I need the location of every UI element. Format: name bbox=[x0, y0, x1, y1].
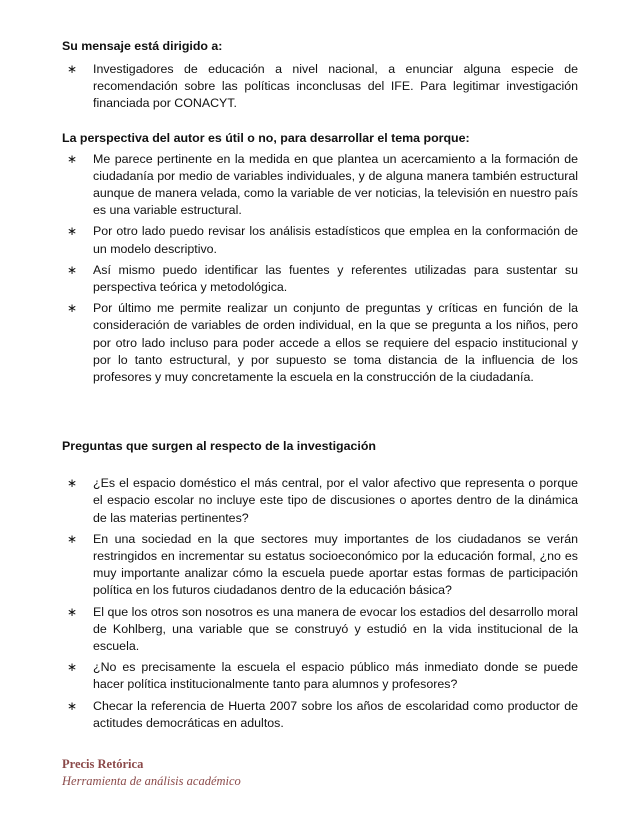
audience-list bbox=[62, 61, 578, 113]
list-item-text: Checar la referencia de Huerta 2007 sobre los años de escolaridad como productor de actitudes democráticas en adultos. bbox=[93, 698, 578, 730]
list-item-text: Por otro lado puedo revisar los análisis estadísticos que emplea en la conformación de un modelo descriptivo. bbox=[93, 224, 578, 256]
bullet-icon: ∗ bbox=[67, 698, 78, 713]
list-item-text: Por último me permite realizar un conjunto de preguntas y críticas en función de la consideración de variables de orden individual, en la que se pregunta a los niños, pero por otro lado incluso para poder accede a ellos se requiere del espacio institucional y por lo tanto estructural, y por supuesto se toma distancia de la influencia de los profesores y muy concretamente la escuela en la construcción de la ciudadanía. bbox=[93, 301, 578, 385]
bullet-icon: ∗ bbox=[67, 151, 78, 166]
list-item-text: ¿Es el espacio doméstico el más central, por el valor afectivo que representa o porque el espacio escolar no incluye este tipo de discusiones o aportes dentro de la dinámica de las materias pertinentes? bbox=[93, 476, 578, 525]
section-heading-questions: Preguntas que surgen al respecto de la investigación bbox=[62, 439, 376, 454]
list-item bbox=[62, 300, 578, 386]
bullet-icon: ∗ bbox=[67, 262, 78, 277]
list-item-text: En una sociedad en la que sectores muy importantes de los ciudadanos se verán restringidos en incrementar su estatus socioeconómico por la educación formal, ¿no es muy importante analizar cómo la escuela puede aportar estas formas de participación política en los futuros ciudadanos dentro de la educación básica? bbox=[93, 531, 578, 598]
bullet-icon: ∗ bbox=[67, 604, 78, 619]
list-item bbox=[62, 262, 578, 296]
bullet-icon: ∗ bbox=[67, 301, 78, 316]
list-item bbox=[62, 475, 578, 527]
list-item-text: El que los otros son nosotros es una manera de evocar los estadios del desarrollo moral de Kohlberg, una variable que se construyó y estudió en la vida institucional de la escuela. bbox=[93, 604, 578, 654]
list-item bbox=[62, 604, 578, 656]
bullet-icon: ∗ bbox=[67, 476, 78, 491]
list-item bbox=[62, 223, 578, 257]
bullet-icon: ∗ bbox=[67, 224, 78, 239]
list-item bbox=[62, 659, 578, 693]
perspective-list bbox=[62, 151, 578, 387]
document-body bbox=[62, 38, 578, 732]
list-item bbox=[62, 698, 578, 732]
footer-subtitle: Herramienta de análisis académico bbox=[62, 774, 241, 788]
footer-title: Precis Retórica bbox=[62, 757, 144, 771]
bullet-icon: ∗ bbox=[67, 531, 78, 546]
list-item-text: Así mismo puedo identificar las fuentes y referentes utilizadas para sustentar su perspectiva teórica y metodológica. bbox=[93, 262, 578, 295]
list-item bbox=[62, 531, 578, 600]
page-footer bbox=[62, 756, 241, 790]
list-item bbox=[62, 151, 578, 220]
list-item-text: ¿No es precisamente la escuela el espacio público más inmediato donde se puede hacer política institucionalmente tanto para alumnos y profesores? bbox=[93, 660, 578, 692]
section-heading-audience: Su mensaje está dirigido a: bbox=[62, 39, 223, 53]
section-heading-perspective: La perspectiva del autor es útil o no, para desarrollar el tema porque: bbox=[62, 130, 470, 145]
list-item bbox=[62, 61, 578, 113]
list-item-text: Me parece pertinente en la medida en que plantea un acercamiento a la formación de ciudadanía por medio de variables individuales, y de alguna manera también estructural aunque de manera velada, como la variable de ver noticias, la televisión en nuestro país es una variable estructural. bbox=[93, 151, 578, 218]
bullet-icon: ∗ bbox=[67, 660, 78, 675]
bullet-icon: ∗ bbox=[67, 62, 78, 76]
list-item-text: Investigadores de educación a nivel nacional, a enunciar alguna especie de recomendación sobre las políticas inconclusas del IFE. Para legitimar investigación financiada por CONACYT. bbox=[93, 62, 578, 111]
questions-list bbox=[62, 475, 578, 732]
